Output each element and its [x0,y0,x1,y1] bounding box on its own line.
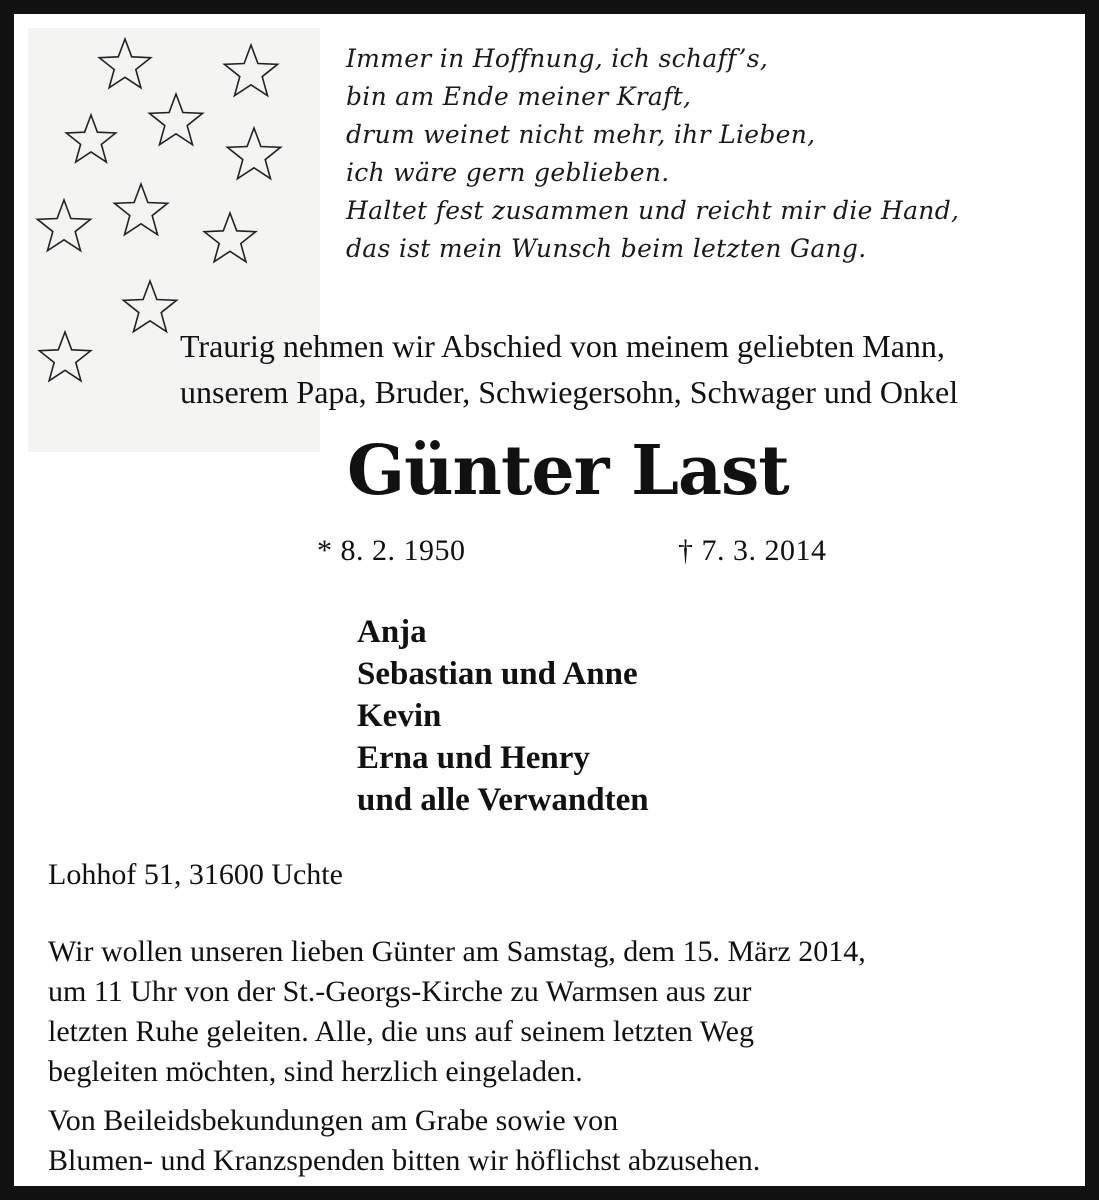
poem-line: Immer in Hoffnung, ich schaff’s, [346,44,769,73]
star-outline-icon [66,115,115,162]
star-outline-icon [224,45,277,96]
funeral-notice [48,932,866,1092]
funeral-notice-line: um 11 Uhr von der St.-Georgs-Kirche zu Warmsen aus zur [48,975,752,1008]
condolence-notice [48,1101,760,1181]
star-outline-icon [227,128,280,179]
funeral-notice-line: begleiten möchten, sind herzlich eingeladen. [48,1055,583,1088]
star-outline-icon [149,94,202,145]
star-outline-icon [37,200,90,251]
condolence-notice-line: Von Beileidsbekundungen am Grabe sowie von [48,1104,619,1137]
mourner-entry: Sebastian und Anne [357,656,638,692]
family-address: Lohhof 51, 31600 Uchte [48,858,343,891]
poem-line: das ist mein Wunsch beim letzten Gang. [346,234,867,263]
star-outline-icon [204,213,255,262]
star-outline-icon [114,184,167,235]
birth-date: * 8. 2. 1950 [317,534,466,567]
star-outline-icon [39,332,90,381]
intro-line: unserem Papa, Bruder, Schwiegersohn, Schwager und Onkel [180,374,959,410]
poem-line: ich wäre gern geblieben. [346,158,670,187]
mourner-entry: Kevin [357,698,442,734]
farewell-intro [180,323,1080,415]
deceased-name: Günter Last [347,431,789,511]
mourner-entry: Anja [357,614,427,650]
death-date: † 7. 3. 2014 [678,534,827,567]
funeral-notice-line: Wir wollen unseren lieben Günter am Samstag, dem 15. März 2014, [48,935,866,968]
poem [346,40,1086,268]
star-outline-icon [99,39,150,88]
condolence-notice-line: Blumen- und Kranzspenden bitten wir höflichst abzusehen. [48,1144,761,1177]
poem-line: Haltet fest zusammen und reicht mir die Hand, [346,196,960,225]
mourner-entry: und alle Verwandten [357,782,649,818]
funeral-notice-line: letzten Ruhe geleiten. Alle, die uns auf seinem letzten Weg [48,1015,754,1048]
mourner-entry: Erna und Henry [357,740,590,776]
intro-line: Traurig nehmen wir Abschied von meinem geliebten Mann, [180,328,945,364]
poem-line: drum weinet nicht mehr, ihr Lieben, [346,120,816,149]
star-outline-icon [123,281,176,332]
mourners-list [357,611,649,821]
poem-line: bin am Ende meiner Kraft, [346,82,692,111]
